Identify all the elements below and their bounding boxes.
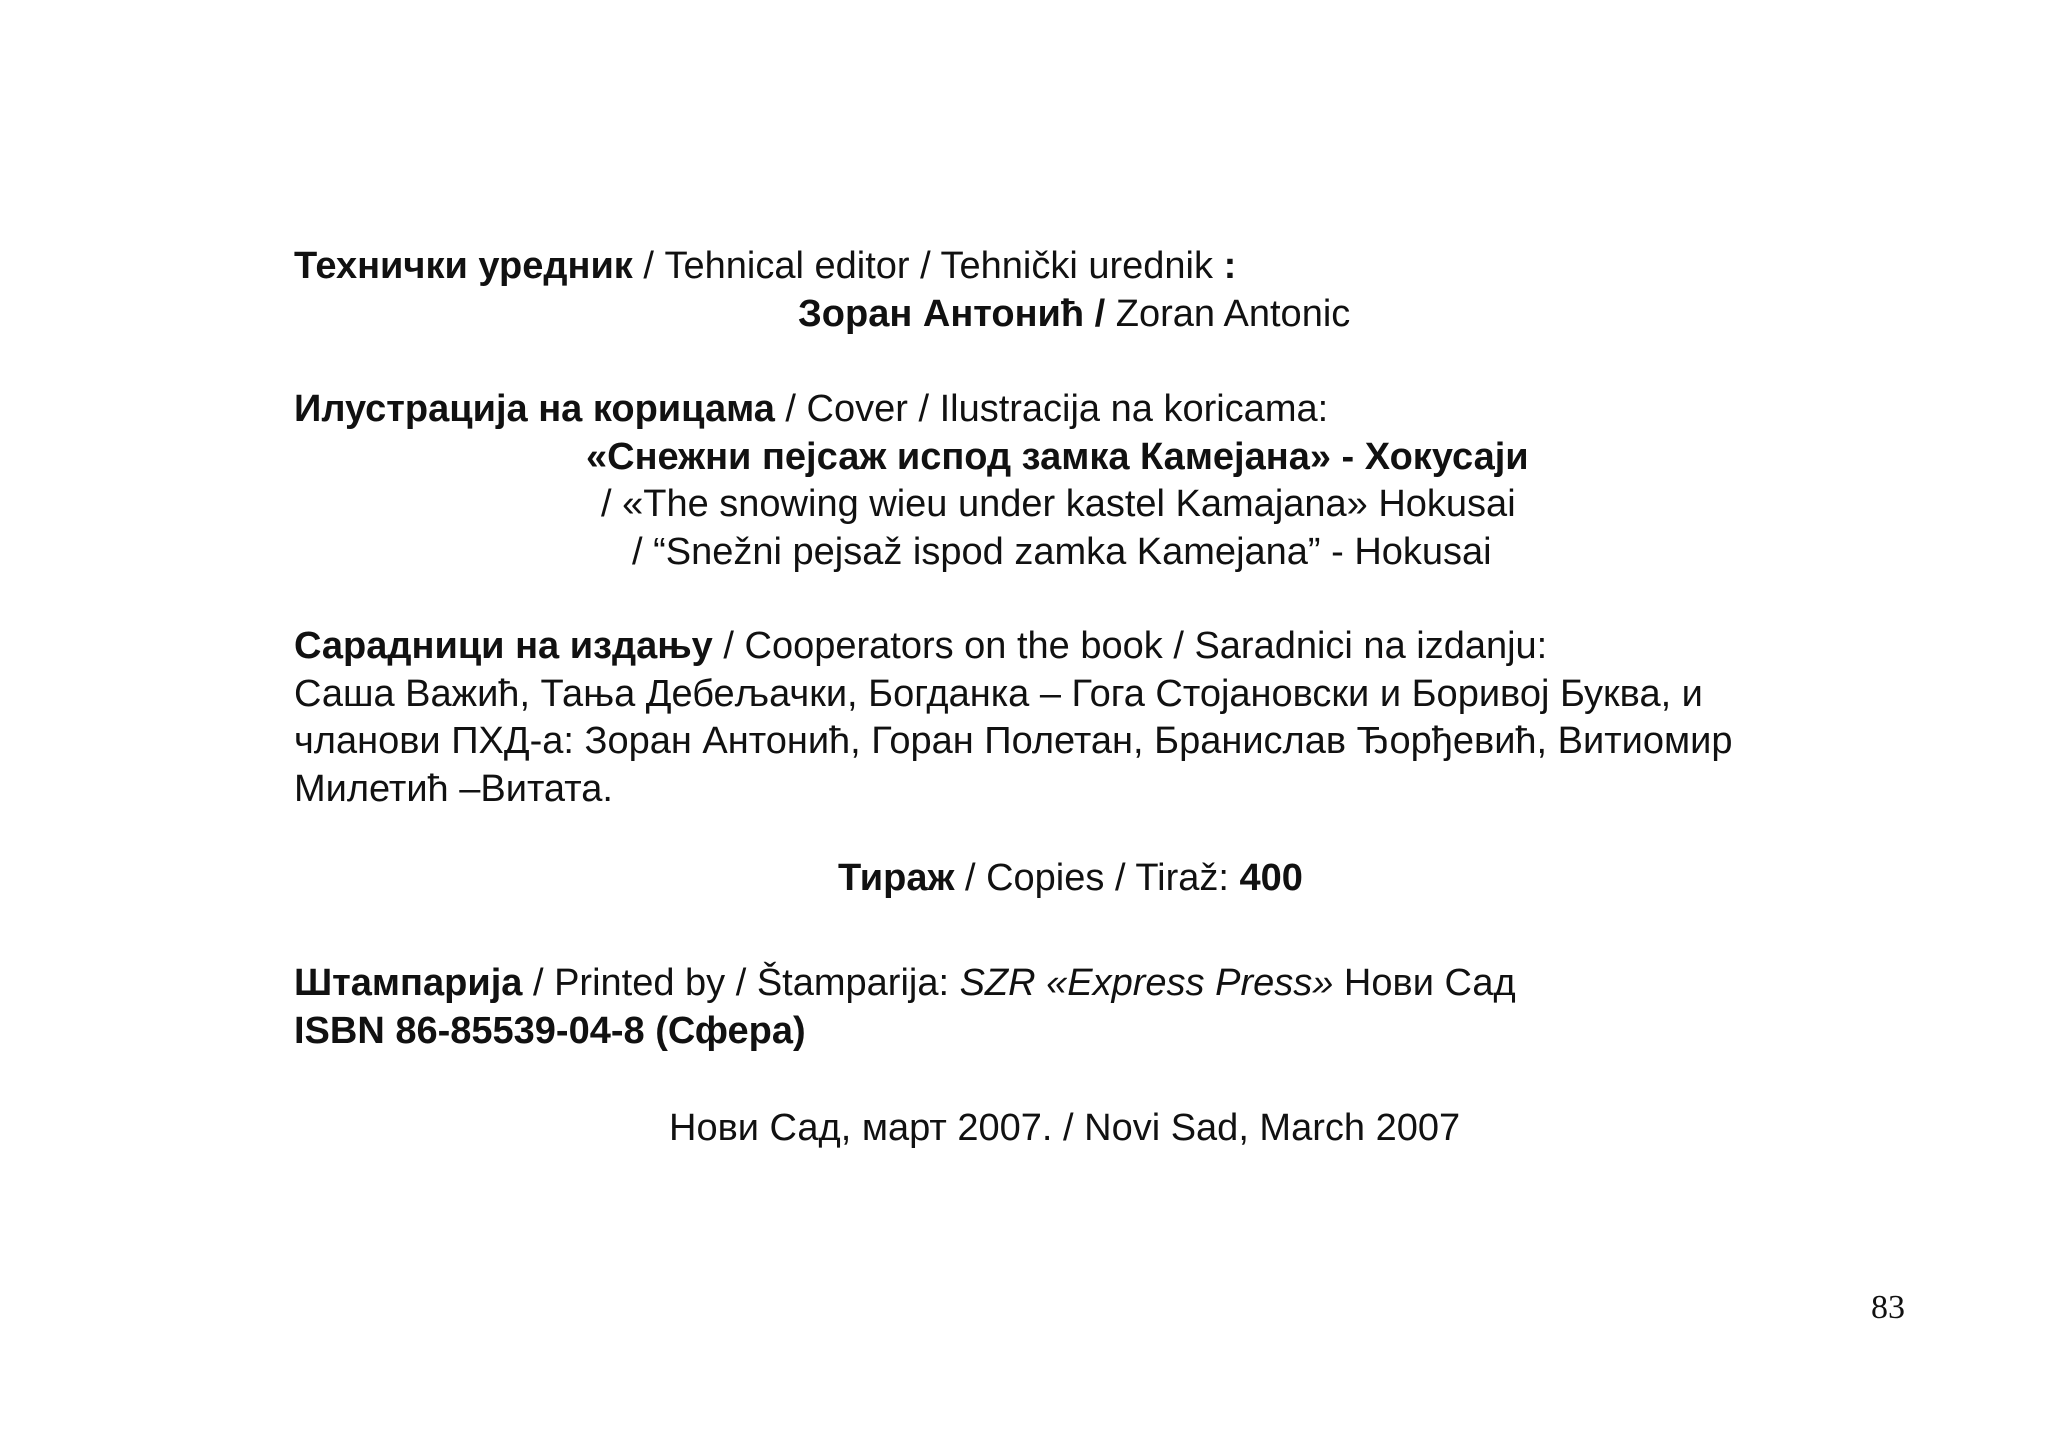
copies-label: Тираж (838, 857, 955, 899)
cooperators-label-translations: / Cooperators on the book / Saradnici na izdanju: (712, 625, 1548, 667)
copies-label-translations: / Copies / Tiraž: (954, 857, 1240, 899)
cooperators-names-line-2: чланови ПХД-а: Зоран Антонић, Горан Полетан, Бранислав Ђорђевић, Витиомир (294, 720, 1733, 762)
tech-editor-name-cyrillic: Зоран Антонић / (798, 293, 1106, 335)
cover-label: Илустрација на корицама (294, 388, 775, 430)
cover-title-cyrillic: «Снежни пејсаж испод замка Камејана» - Хокусаји (586, 436, 1529, 478)
cover-line (294, 385, 1328, 433)
tech-editor-colon: : (1223, 245, 1237, 287)
page-number: 83 (1871, 1289, 1905, 1326)
copies-line (838, 854, 1303, 902)
cover-label-translations: / Cover / Ilustracija na koricama: (774, 388, 1329, 430)
printer-label: Штампарија (294, 962, 523, 1004)
tech-editor-label-translations: / Tehnical editor / Tehnički urednik (632, 245, 1224, 287)
cooperators-line (294, 622, 1547, 670)
copies-value: 400 (1239, 857, 1303, 899)
printer-line (294, 959, 1516, 1007)
cooperators-label: Сарадници на издању (294, 625, 713, 667)
tech-editor-name-line (798, 290, 1350, 338)
cooperators-names-line-3: Милетић –Витата. (294, 768, 613, 810)
tech-editor-label: Технички уредник (294, 245, 633, 287)
cooperators-names-line-1: Саша Важић, Тања Дебељачки, Богданка – Гога Стојановски и Боривој Буква, и (294, 673, 1703, 715)
printer-name: SZR «Express Press» (959, 962, 1334, 1004)
cover-title-latin: / “Snežni pejsaž ispod zamka Kamejana” - Hokusai (632, 531, 1492, 573)
printer-label-translations: / Printed by / Štamparija: (522, 962, 960, 1004)
isbn: ISBN 86-85539-04-8 (Сфера) (294, 1010, 806, 1052)
tech-editor-line (294, 242, 1236, 290)
tech-editor-name-latin: Zoran Antonic (1105, 293, 1351, 335)
place-date: Нови Сад, март 2007. / Novi Sad, March 2007 (669, 1107, 1461, 1149)
printer-city: Нови Сад (1333, 962, 1516, 1004)
cover-title-english: / «The snowing wieu under kastel Kamajana» Hokusai (601, 483, 1516, 525)
